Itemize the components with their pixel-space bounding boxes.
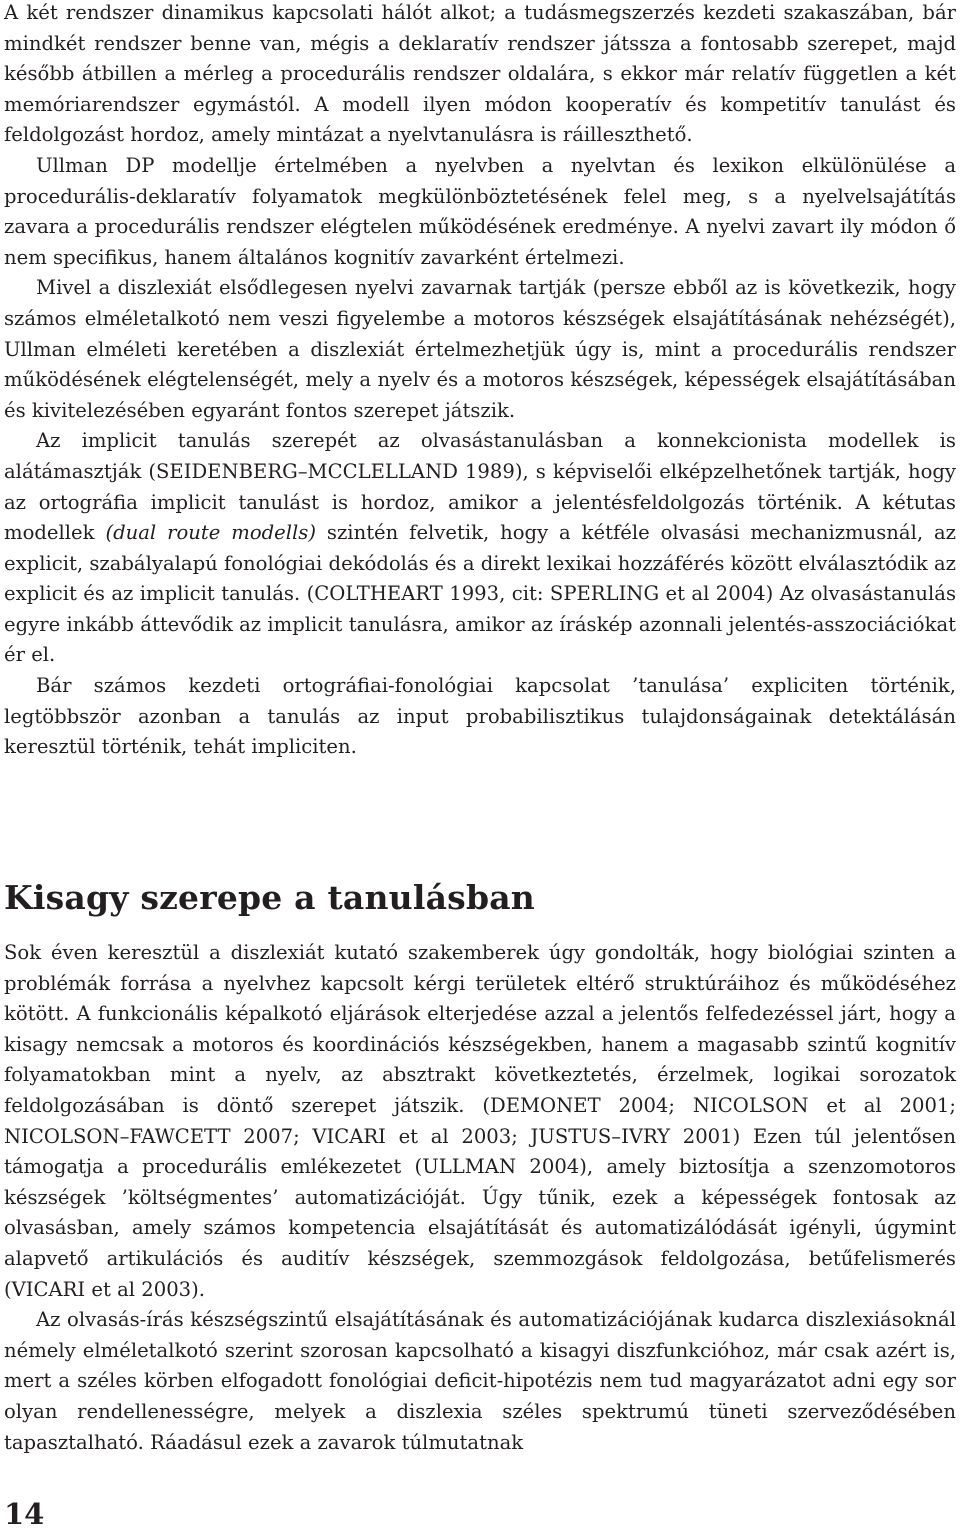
paragraph-2: Ullman DP modellje értelmében a nyelvben a nyelvtan és lexikon elkülönülése a procedurális-deklaratív folyamatok megkülönböztetésének felel meg, s a nyelvelsajátítás zavara a procedurális rendszer elégtelen működésének eredménye. A nyelvi zavart ily módon ő nem specifikus, hanem általános kognitív zavarként értelmezi. bbox=[4, 153, 956, 269]
paragraph-4-text-after: szintén felvetik, hogy a kétféle olvasási mechanizmusnál, az explicit, szabályalapú fonológiai dekódolás és a direkt lexikai hozzáférés között elválasztódik az explicit és az implicit tanulás. (COLTHEART 1993, cit: SPERLING et al 2004) Az olvasástanulás egyre inkább áttevődik az implicit tanulásra, amikor az íráskép azonnali jelentés-asszociációkat ér el. bbox=[4, 521, 957, 667]
paragraph-3: Mivel a diszlexiát elsődlegesen nyelvi zavarnak tartják (persze ebből az is következik, hogy számos elméletalkotó nem veszi figyelembe a motoros készségek elsajátításának nehézségét), Ullman elméleti keretében a diszlexiát értelmezhetjük úgy is, mint a procedurális rendszer működésének elégtelenségét, mely a nyelv és a motoros készségek, képességek elsajátításában és kivitelezésében egyaránt fontos szerepet játszik. bbox=[4, 276, 956, 422]
section-heading: Kisagy szerepe a tanulásban bbox=[4, 878, 535, 917]
paragraph-4-italic-term: (dual route modells) bbox=[105, 521, 317, 545]
text-section-top bbox=[4, 0, 956, 763]
paragraph-5: Bár számos kezdeti ortográfiai-fonológiai kapcsolat ’tanulása’ expliciten történik, legtöbbször azonban a tanulás az input probabilisztikus tulajdonságainak detektálásán keresztül történik, tehát impliciten. bbox=[4, 674, 956, 759]
paragraph-7: Az olvasás-írás készségszintű elsajátításának és automatizációjának kudarca diszlexiásoknál némely elméletalkotó szerint szorosan kapcsolható a kisagyi diszfunkcióhoz, már csak azért is, mert a széles körben elfogadott fonológiai deficit-hipotézis nem tud magyarázatot adni egy sor olyan rendellenességre, melyek a diszlexia széles spektrumú tüneti szerveződésében tapasztalható. Ráadásul ezek a zavarok túlmutatnak bbox=[4, 1308, 956, 1454]
text-section-bottom bbox=[4, 938, 956, 1458]
paragraph-1: A két rendszer dinamikus kapcsolati hálót alkot; a tudásmegszerzés kezdeti szakaszában, bár mindkét rendszer benne van, mégis a deklaratív rendszer játssza a fontosabb szerepet, majd később átbillen a mérleg a procedurális rendszer oldalára, s ekkor már relatív független a két memóriarendszer egymástól. A modell ilyen módon kooperatív és kompetitív tanulást és feldolgozást hordoz, amely mintázat a nyelvtanulásra is ráilleszthető. bbox=[4, 1, 956, 147]
page-number: 14 bbox=[4, 1497, 45, 1531]
paragraph-4 bbox=[4, 426, 956, 671]
paragraph-6: Sok éven keresztül a diszlexiát kutató szakemberek úgy gondolták, hogy biológiai szinten a problémák forrása a nyelvhez kapcsolt kérgi területek eltérő struktúráihoz és működéséhez kötött. A funkcionális képalkotó eljárások elterjedése azzal a jelentős felfedezéssel járt, hogy a kisagy nemcsak a motoros és koordinációs készségekben, hanem a magasabb szintű kognitív folyamatokban mint a nyelv, az absztrakt következtetés, érzelmek, logikai sorozatok feldolgozásában is döntő szerepet játszik. (DEMONET 2004; NICOLSON et al 2001; NICOLSON–FAWCETT 2007; VICARI et al 2003; JUSTUS–IVRY 2001) Ezen túl jelentősen támogatja a procedurális emlékezetet (ULLMAN 2004), amely biztosítja a szenzomotoros készségek ’költségmentes’ automatizációját. Úgy tűnik, ezek a képességek fontosak az olvasásban, amely számos kompetencia elsajátítását és automatizálódását igényli, úgymint alapvető artikulációs és auditív készségek, szemmozgások feldolgozása, betűfelismerés (VICARI et al 2003). bbox=[4, 941, 956, 1301]
paragraph-4-text-before: Az implicit tanulás szerepét az olvasástanulásban a konnekcionista modellek is alátámasztják (SEIDENBERG–MCCLELLAND 1989), s képviselői elképzelhetőnek tartják, hogy az ortográfia implicit tanulást is hordoz, amikor a jelentésfeldolgozás történik. A kétutas modellek bbox=[4, 429, 956, 545]
